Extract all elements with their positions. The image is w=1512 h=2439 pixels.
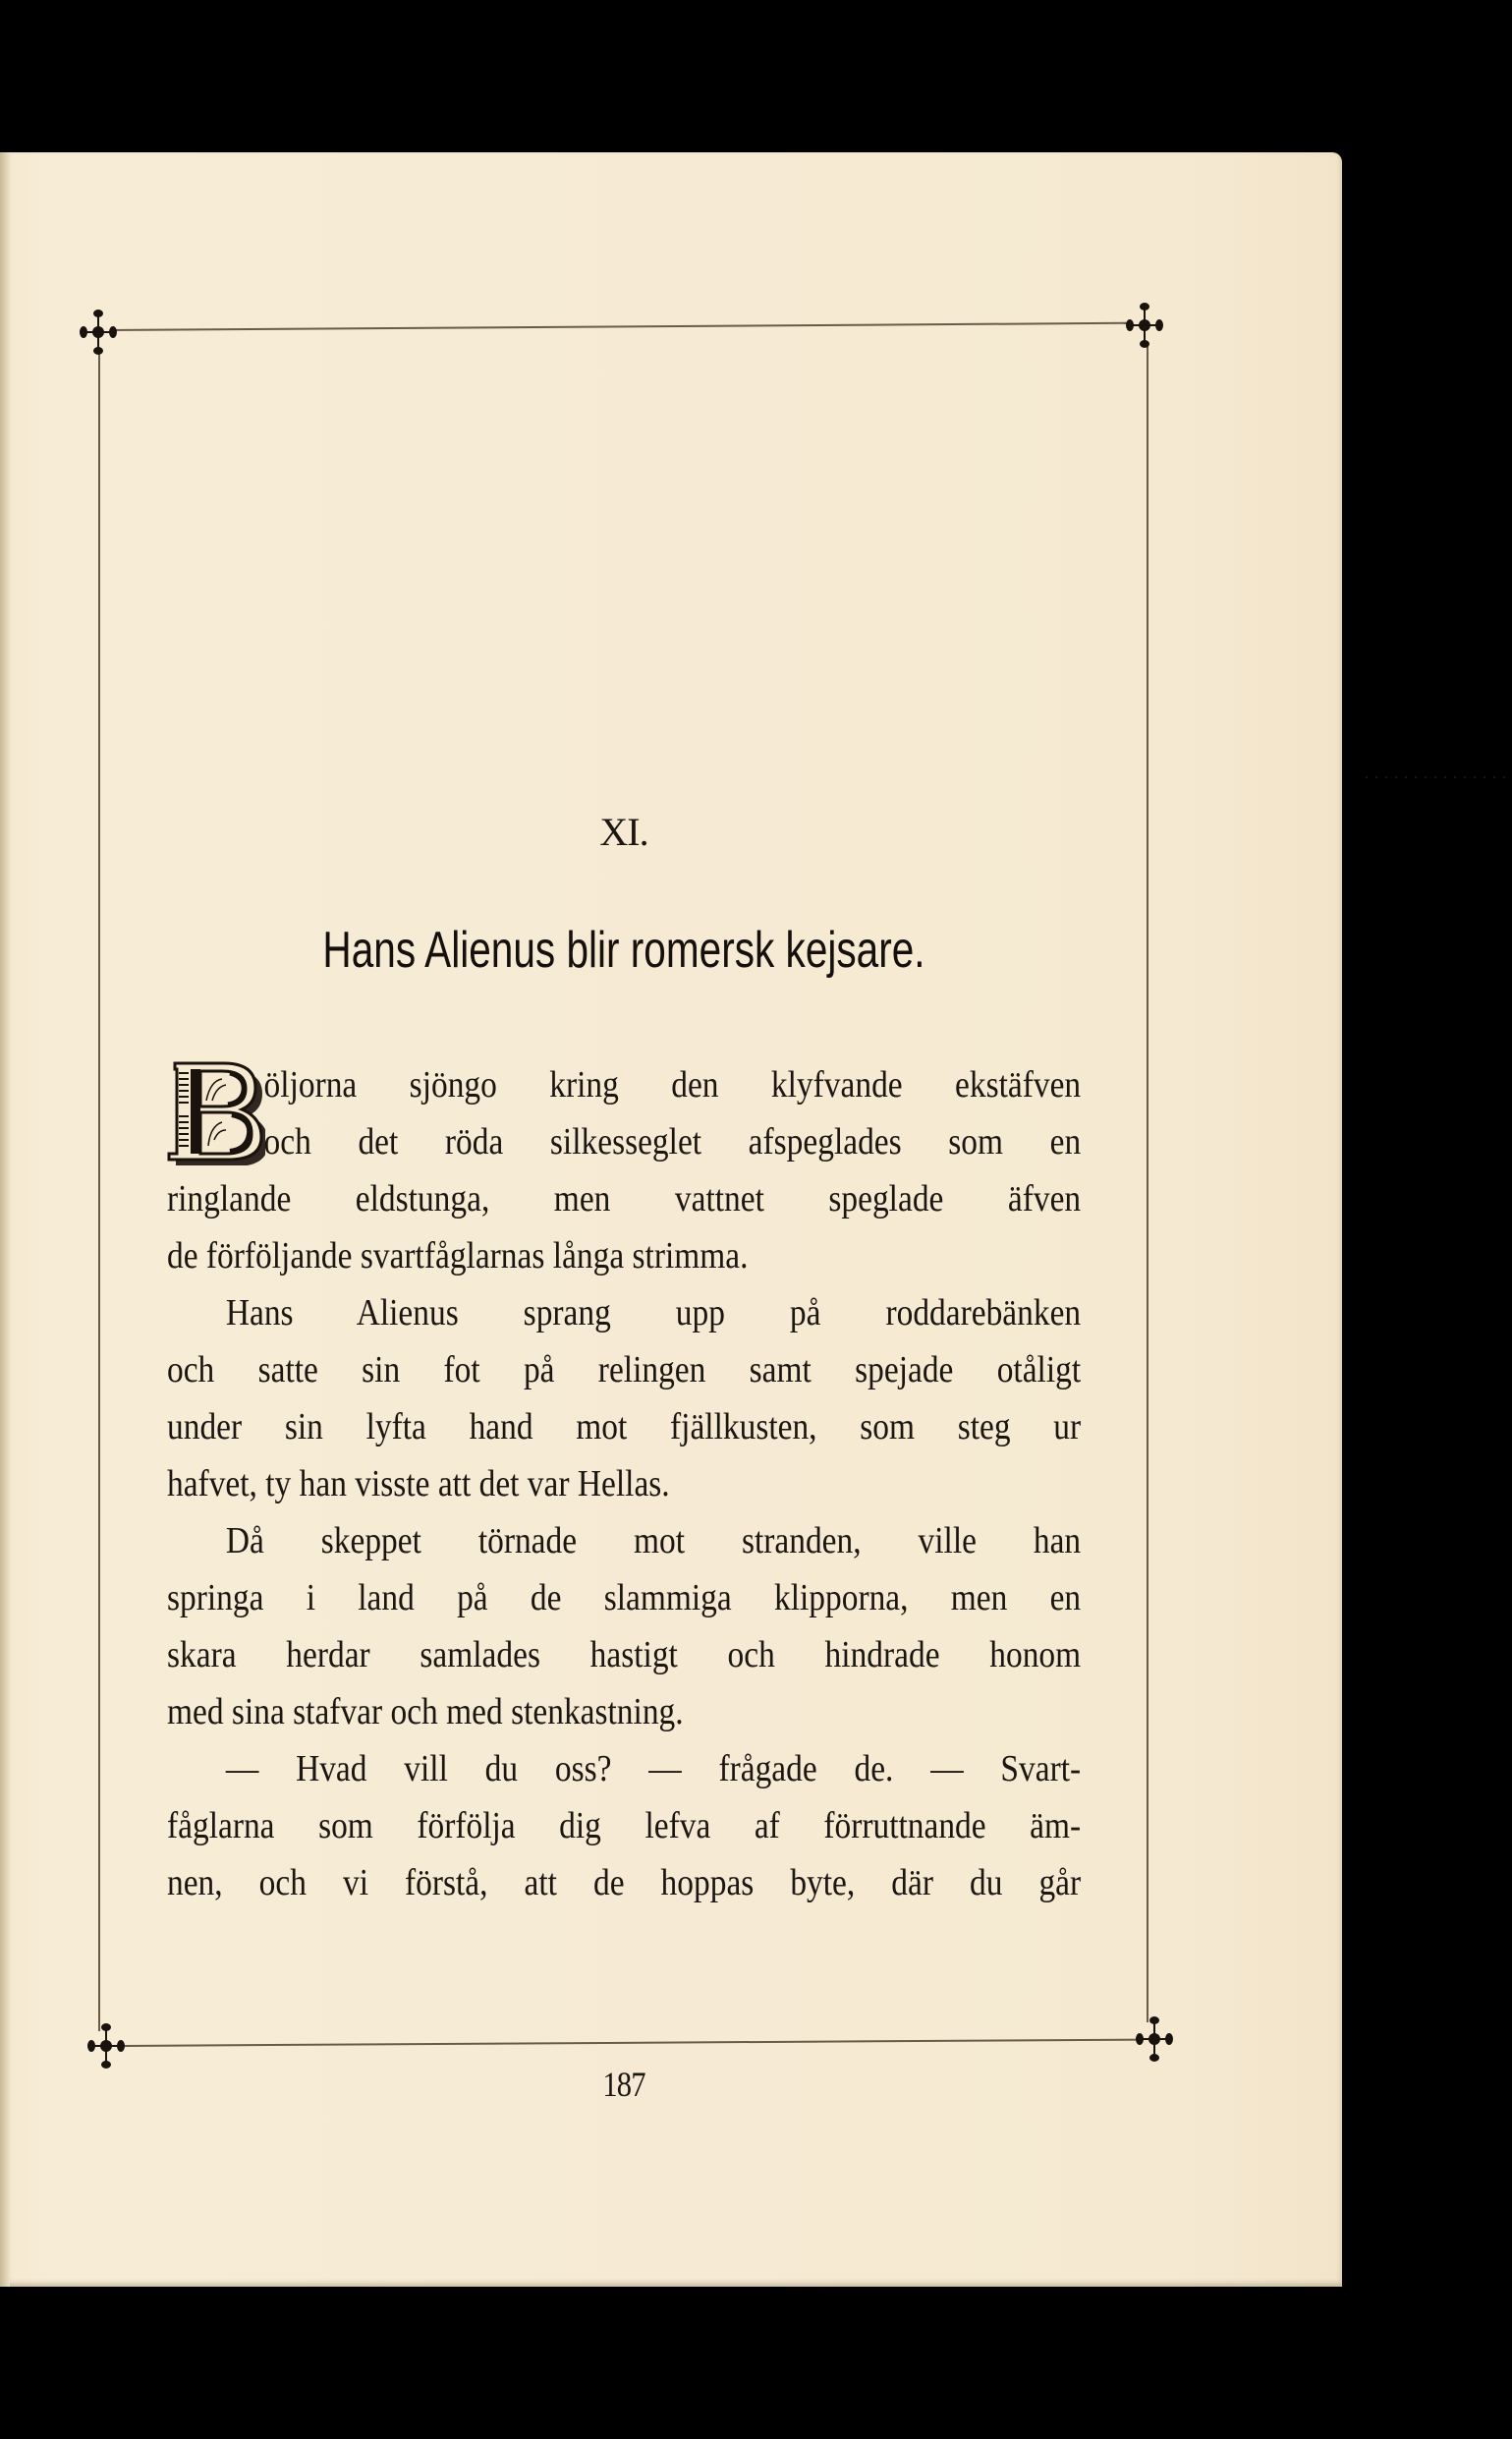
text-line: under sin lyfta hand mot fjällkusten, som steg ur xyxy=(167,1406,1082,1447)
text-line: springa i land på de slammiga klipporna, men en xyxy=(167,1577,1082,1618)
book-page xyxy=(0,152,1342,2287)
text-line: Hans Alienus sprang upp på roddarebänken xyxy=(225,1292,1082,1333)
chapter-number: XI. xyxy=(599,810,648,854)
text-line: hafvet, ty han visste att det var Hellas. xyxy=(167,1463,670,1504)
text-line: öljorna sjöngo kring den klyfvande ekstäfven xyxy=(263,1064,1082,1106)
frame-top-rule xyxy=(110,322,1132,331)
cross-fleuron-icon xyxy=(1133,2010,1176,2069)
text-line: — Hvad vill du oss? — frågade de. — Svart- xyxy=(225,1748,1082,1789)
text-line: och satte sin fot på relingen samt spejade otåligt xyxy=(167,1349,1082,1390)
text-line: med sina stafvar och med stenkastning. xyxy=(167,1691,684,1732)
frame-right-rule xyxy=(1147,344,1148,2022)
paragraph-1 xyxy=(167,1056,1081,1284)
text-line: Då skeppet törnade mot stranden, ville han xyxy=(225,1520,1082,1561)
paragraph-2 xyxy=(167,1284,1081,1512)
cross-fleuron-icon xyxy=(84,2016,128,2075)
chapter-body xyxy=(167,1056,1081,1911)
scan-artifact xyxy=(1366,776,1512,778)
paragraph-3 xyxy=(167,1512,1081,1740)
text-line: fåglarna som förfölja dig lefva af förruttnande äm- xyxy=(167,1805,1082,1846)
text-line: ringlande eldstunga, men vattnet speglade äfven xyxy=(167,1178,1082,1220)
paragraph-4 xyxy=(167,1740,1081,1911)
cross-fleuron-icon xyxy=(77,303,120,362)
chapter-title: Hans Alienus blir romersk kejsare. xyxy=(322,922,925,979)
text-line: nen, och vi förstå, att de hoppas byte, där du går xyxy=(167,1862,1082,1903)
page-number: 187 xyxy=(602,2065,645,2104)
frame-bottom-rule xyxy=(116,2039,1143,2047)
text-line: skara herdar samlades hastigt och hindrade honom xyxy=(167,1634,1082,1675)
text-line: de förföljande svartfåglarnas långa strimma. xyxy=(167,1235,749,1276)
frame-left-rule xyxy=(98,349,100,2031)
cross-fleuron-icon xyxy=(1123,296,1166,355)
text-line: och det röda silkesseglet afspeglades som en xyxy=(263,1121,1082,1163)
